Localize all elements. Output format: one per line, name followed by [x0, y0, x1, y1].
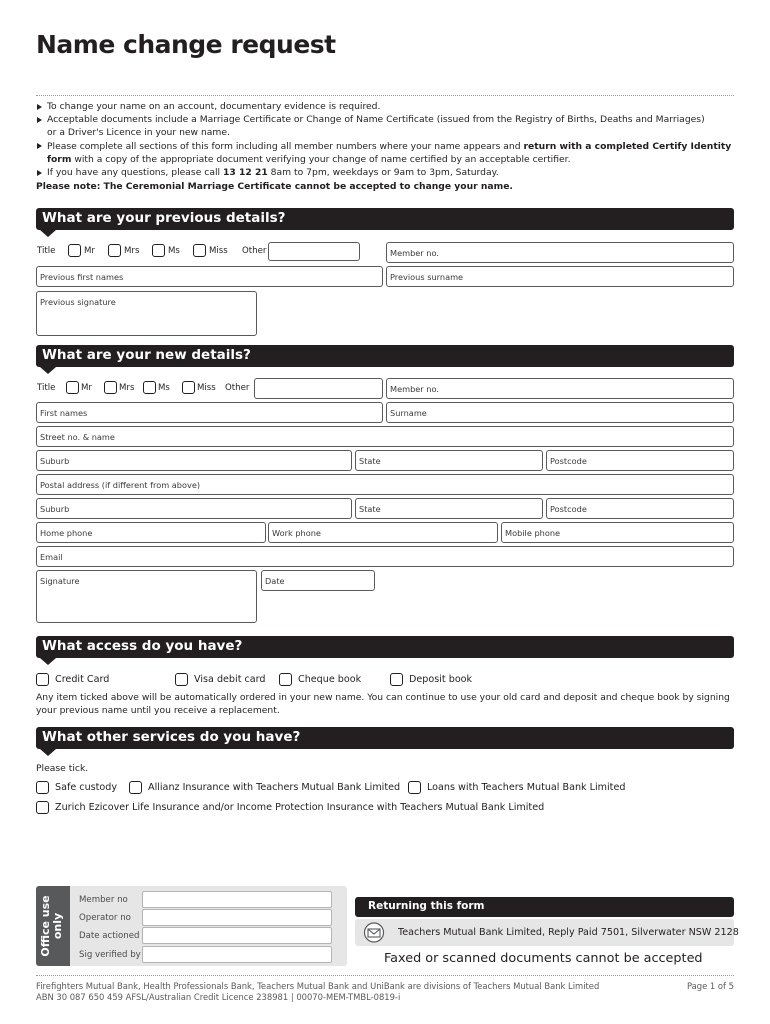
section-header-previous: What are your previous details? [36, 208, 734, 230]
state-field[interactable]: State [355, 450, 543, 471]
allianz-checkbox[interactable] [129, 781, 142, 794]
section-header-new: What are your new details? [36, 345, 734, 367]
zurich-checkbox[interactable] [36, 801, 49, 814]
postal-address-field[interactable]: Postal address (if different from above) [36, 474, 734, 495]
please-tick-label: Please tick. [36, 763, 89, 774]
note-text: Please note: The Ceremonial Marriage Certificate cannot be accepted to change your name. [36, 181, 513, 192]
email-field[interactable]: Email [36, 546, 734, 567]
title-other-field[interactable] [268, 242, 360, 261]
postal-state-field[interactable]: State [355, 498, 543, 519]
new-title-other-label: Other [225, 383, 250, 393]
page-title: Name change request [36, 30, 336, 59]
new-title-mrs-checkbox[interactable] [104, 381, 117, 394]
title-ms-label: Ms [168, 246, 180, 256]
loans-label: Loans with Teachers Mutual Bank Limited [427, 782, 626, 793]
title-ms-checkbox[interactable] [152, 244, 165, 257]
new-title-miss-label: Miss [197, 383, 216, 393]
section-arrow-icon [40, 230, 56, 237]
office-member-no-label: Member no [79, 895, 128, 905]
safe-custody-label: Safe custody [55, 782, 118, 793]
envelope-icon [361, 922, 387, 943]
new-title-ms-checkbox[interactable] [143, 381, 156, 394]
postcode-field[interactable]: Postcode [546, 450, 734, 471]
office-operator-no-label: Operator no [79, 913, 131, 923]
first-names-field[interactable]: First names [36, 402, 383, 423]
new-title-ms-label: Ms [158, 383, 170, 393]
previous-surname-field[interactable]: Previous surname [386, 266, 734, 287]
loans-checkbox[interactable] [408, 781, 421, 794]
office-member-no-field[interactable] [142, 891, 332, 908]
mobile-phone-field[interactable]: Mobile phone [501, 522, 734, 543]
office-sig-verified-field[interactable] [142, 946, 332, 963]
return-address: Teachers Mutual Bank Limited, Reply Paid 7501, Silverwater NSW 2128 [398, 927, 739, 938]
new-title-other-field[interactable] [254, 378, 383, 399]
new-title-miss-checkbox[interactable] [182, 381, 195, 394]
street-field[interactable]: Street no. & name [36, 426, 734, 447]
section-arrow-icon [40, 658, 56, 665]
office-sig-verified-label: Sig verified by [79, 950, 141, 960]
visa-debit-checkbox[interactable] [175, 673, 188, 686]
date-field[interactable]: Date [261, 570, 375, 591]
list-item: To change your name on an account, documentary evidence is required. [36, 100, 736, 113]
suburb-field[interactable]: Suburb [36, 450, 352, 471]
title-label: Title [37, 246, 56, 256]
list-item: Please complete all sections of this form including all member numbers where your name appears and return with a completed Certify Identity form with a copy of the appropriate document verifying your change of name certified by an acceptable certifier. [36, 140, 736, 166]
office-date-actioned-field[interactable] [142, 927, 332, 944]
work-phone-field[interactable]: Work phone [268, 522, 498, 543]
title-mrs-checkbox[interactable] [108, 244, 121, 257]
section-arrow-icon [40, 367, 56, 374]
access-info: Any item ticked above will be automatically ordered in your new name. You can continue to use your old card and deposit and cheque book by signing your previous name until you receive a replacement. [36, 692, 730, 716]
returning-header: Returning this form [355, 897, 734, 917]
home-phone-field[interactable]: Home phone [36, 522, 266, 543]
title-label: Title [37, 383, 56, 393]
title-other-label: Other [242, 246, 267, 256]
office-use-label: Office use only [39, 895, 64, 957]
previous-first-names-field[interactable]: Previous first names [36, 266, 383, 287]
deposit-book-checkbox[interactable] [390, 673, 403, 686]
visa-debit-label: Visa debit card [194, 674, 266, 685]
allianz-label: Allianz Insurance with Teachers Mutual Bank Limited [148, 782, 401, 793]
faxed-notice: Faxed or scanned documents cannot be accepted [384, 951, 703, 966]
page-number: Page 1 of 5 [687, 981, 734, 991]
previous-signature-field[interactable]: Previous signature [36, 291, 257, 336]
credit-card-checkbox[interactable] [36, 673, 49, 686]
office-date-actioned-label: Date actioned [79, 931, 140, 941]
title-mrs-label: Mrs [124, 246, 140, 256]
new-title-mr-checkbox[interactable] [66, 381, 79, 394]
new-title-mr-label: Mr [81, 383, 92, 393]
divider [36, 975, 734, 976]
list-item: If you have any questions, please call 13 12 21 8am to 7pm, weekdays or 9am to 3pm, Saturday. [36, 166, 736, 179]
office-operator-no-field[interactable] [142, 909, 332, 926]
section-header-services: What other services do you have? [36, 727, 734, 749]
title-mr-label: Mr [84, 246, 95, 256]
cheque-book-label: Cheque book [298, 674, 362, 685]
credit-card-label: Credit Card [55, 674, 110, 685]
postal-suburb-field[interactable]: Suburb [36, 498, 352, 519]
section-header-access: What access do you have? [36, 636, 734, 658]
title-miss-checkbox[interactable] [193, 244, 206, 257]
footer-text: Firefighters Mutual Bank, Health Professionals Bank, Teachers Mutual Bank and UniBank are divisions of Teachers Mutual Bank Limited ABN 30 087 650 459 AFSL/Australian Credit Licence 238981 | 00070-MEM-TMBL-0819-i [36, 981, 600, 1002]
previous-member-no-field[interactable]: Member no. [386, 242, 734, 263]
safe-custody-checkbox[interactable] [36, 781, 49, 794]
list-item: Acceptable documents include a Marriage Certificate or Change of Name Certificate (issued from the Registry of Births, Deaths and Marriages) or a Driver's Licence in your new name. [36, 113, 736, 139]
title-mr-checkbox[interactable] [68, 244, 81, 257]
intro-list [36, 100, 736, 179]
signature-field[interactable]: Signature [36, 570, 257, 623]
title-miss-label: Miss [209, 246, 228, 256]
deposit-book-label: Deposit book [409, 674, 473, 685]
new-title-mrs-label: Mrs [119, 383, 135, 393]
cheque-book-checkbox[interactable] [279, 673, 292, 686]
surname-field[interactable]: Surname [386, 402, 734, 423]
zurich-label: Zurich Ezicover Life Insurance and/or Income Protection Insurance with Teachers Mutual Bank Limited [55, 802, 545, 813]
postal-postcode-field[interactable]: Postcode [546, 498, 734, 519]
new-member-no-field[interactable]: Member no. [386, 378, 734, 399]
section-arrow-icon [40, 749, 56, 756]
divider [36, 95, 734, 96]
